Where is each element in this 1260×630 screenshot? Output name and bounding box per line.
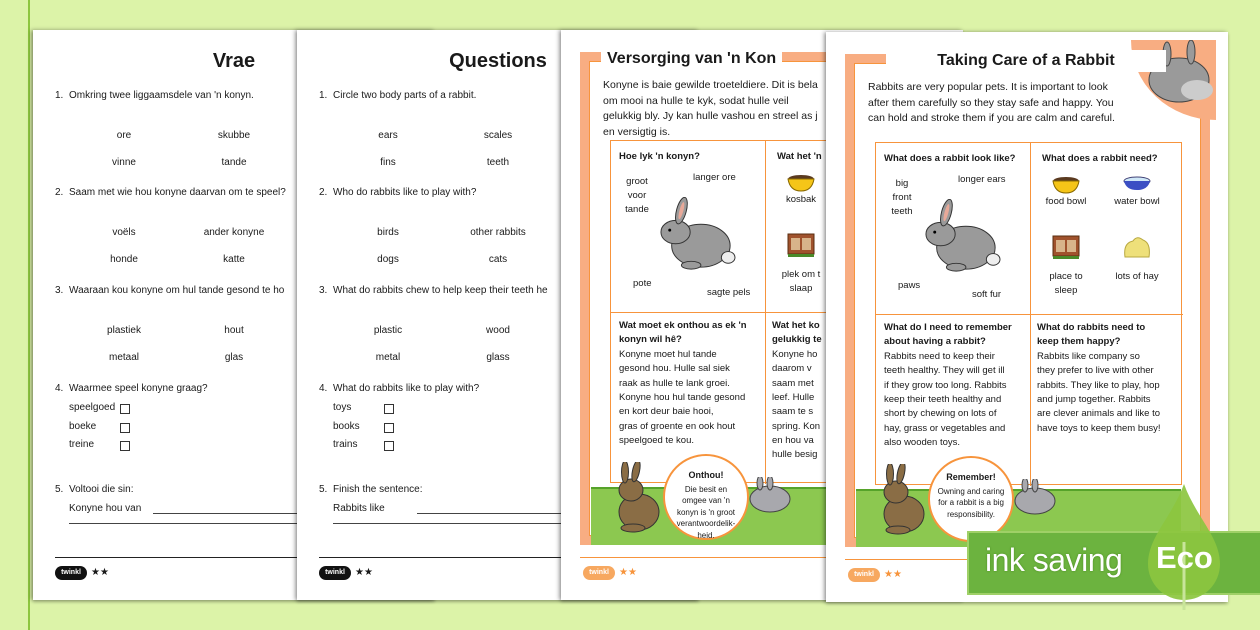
twinkl-logo: twinkl [319,566,351,580]
label-fur: soft fur [972,289,1002,300]
answer-option[interactable]: other rabbits [470,227,526,238]
happy-text: rabbits. They like to play, hop [1037,379,1160,391]
worksheet-title: Vrae [212,50,256,72]
answer-option[interactable]: metaal [108,352,139,363]
needs-heading: What does a rabbit need? [1042,153,1158,164]
answer-option[interactable]: cats [488,254,508,265]
question-text: Who do rabbits like to play with? [333,187,477,198]
worksheet-title: Versorging van 'n Kon [601,48,782,70]
checkbox[interactable] [384,404,394,414]
happy-heading: Wat het ko [772,320,820,331]
look-heading: Hoe lyk 'n konyn? [619,151,700,162]
checkbox[interactable] [120,404,130,414]
need-label: place to [1049,271,1083,282]
bubble-text: responsibility. [947,509,995,519]
remember-text: Konyne moet hul tande [619,349,717,360]
checkbox[interactable] [120,441,130,451]
checkbox-label: trains [333,439,358,450]
answer-option[interactable]: ore [116,130,132,141]
answer-option[interactable]: honde [110,254,138,265]
answer-option[interactable]: voëls [112,227,136,238]
brown-rabbit-image [609,462,661,534]
question-number: 4. [319,383,328,394]
happy-heading: gelukkig te [772,334,822,345]
background-edge [28,0,30,630]
table-divider [876,314,1183,315]
question-number: 1. [55,90,64,101]
label-teeth: big [895,178,909,189]
intro-line: Rabbits are very popular pets. It is important to look [868,81,1108,93]
answer-option[interactable]: hout [224,325,244,336]
answer-option[interactable]: birds [377,227,399,238]
checkbox-label: toys [333,402,352,413]
question-number: 2. [319,187,328,198]
answer-option[interactable]: dogs [377,254,399,265]
need-label: kosbak [785,194,817,205]
happy-text: hulle besig [772,449,818,461]
info-table [875,142,1182,485]
remember-text: Konyne hou hul tande gesond [619,391,746,403]
bubble-text: Owning and caring [937,486,1005,496]
twinkl-logo: twinkl [55,566,87,580]
remember-heading: What do I need to remember [884,322,1012,333]
checkbox-label: treine [69,439,95,450]
remember-heading: Wat moet ek onthou as ek 'n [619,320,747,331]
happy-text: saam te s [772,406,814,418]
intro-line: en versigtig is. [603,125,671,138]
happy-heading: What do rabbits need to [1037,322,1146,333]
label-ears: langer ore [693,172,736,183]
remember-text: also wooden toys. [884,436,961,448]
answer-option[interactable]: tande [221,157,247,168]
remember-heading: konyn wil hê? [619,334,682,345]
question-text: Circle two body parts of a rabbit. [333,90,477,101]
answer-option[interactable]: ander konyne [203,227,265,238]
answer-option[interactable]: glas [224,352,244,363]
bubble-text: heid. [697,530,715,540]
bubble-title: Remember! [946,472,996,482]
remember-text: Rabbits need to keep their [884,351,995,362]
happy-text: and jump together. Rabbits [1037,393,1151,405]
checkbox[interactable] [120,423,130,433]
remember-text: teeth healthy. They will get ill [884,365,1005,377]
label-ears: longer ears [958,174,1006,185]
question-number: 5. [55,484,64,495]
remember-heading: about having a rabbit? [884,336,986,347]
twinkl-logo: twinkl [583,566,615,580]
ink-saving-label: ink saving [985,542,1123,578]
checkbox-label: boeke [69,420,97,432]
answer-option[interactable]: wood [486,325,510,336]
happy-text: Konyne ho [772,349,818,360]
remember-text: short by chewing on lots of [884,408,997,420]
answer-prompt: Rabbits like [333,503,385,514]
question-number: 4. [55,383,64,394]
eco-label: Eco [1156,540,1213,575]
answer-option[interactable]: teeth [486,157,510,168]
remember-bubble [663,454,749,540]
needs-heading: Wat het 'n [777,151,822,162]
hutch-icon [1052,235,1080,261]
bubble-text: for a rabbit is a big [938,498,1004,507]
checkbox-label: books [333,420,360,432]
worksheet-title: Taking Care of a Rabbit [886,50,1166,72]
difficulty-stars: ★★ [355,567,373,578]
answer-option[interactable]: skubbe [217,130,251,141]
answer-option[interactable]: katte [223,254,245,265]
question-text: What do rabbits chew to help keep their teeth he [333,285,548,296]
label-teeth: groot [626,176,648,187]
grey-rabbit-image [744,477,792,515]
answer-option[interactable]: metal [375,352,401,363]
need-label: water bowl [1114,196,1160,207]
twinkl-logo: twinkl [848,568,880,582]
need-label: lots of hay [1115,271,1159,282]
checkbox[interactable] [384,423,394,433]
intro-line: om mooi na hulle te kyk, sodat hulle veil [603,94,789,107]
remember-text: hay, grass or vegetables and [884,422,1006,434]
happy-text: are clever animals and like to [1037,408,1161,420]
question-text: Voltooi die sin: [69,484,134,495]
label-paws: paws [898,280,921,291]
answer-prompt: Konyne hou van [69,503,142,514]
hutch-icon [787,233,815,259]
happy-text: en hou va [772,434,814,446]
need-label: food bowl [1045,196,1087,207]
question-text: Waaraan kou konyne om hul tande gesond te ho [69,285,285,296]
answer-option[interactable]: plastiek [107,325,141,336]
difficulty-stars: ★★ [884,569,902,580]
label-teeth: tande [625,204,649,215]
label-teeth: voor [627,190,647,201]
remember-bubble [928,456,1014,542]
need-label: plek om t [781,269,821,280]
remember-text: raak as hulle te lank groei. [619,377,730,389]
happy-text: Rabbits like company so [1037,351,1140,362]
difficulty-stars: ★★ [619,567,637,578]
happy-heading: keep them happy? [1037,336,1121,347]
need-label: sleep [1054,285,1078,296]
difficulty-stars: ★★ [91,567,109,578]
label-teeth: front [892,192,912,203]
remember-text: gesond hou. Hulle sal siek [619,363,730,375]
answer-option[interactable]: glass [486,352,510,363]
bubble-text: verantwoordelik- [676,519,736,528]
look-heading: What does a rabbit look like? [884,153,1016,164]
label-teeth: teeth [891,206,913,217]
happy-text: saam met [772,377,814,389]
happy-text: they prefer to live with other [1037,365,1154,377]
bubble-text: omgee van 'n [682,496,730,505]
happy-text: spring. Kon [772,420,821,432]
answer-option[interactable]: scales [483,130,513,141]
answer-option[interactable]: fins [380,157,396,168]
intro-line: gelukkig bly. Jy kan hulle vashou en streel as j [603,110,818,122]
remember-text: keep their teeth healthy and [884,393,1002,405]
bubble-text: konyn is 'n groot [676,507,735,517]
question-number: 3. [319,285,328,296]
intro-line: can hold and stroke them if you are calm and careful. [868,112,1115,124]
remember-text: speelgoed te kou. [619,434,695,446]
grey-rabbit-image [1009,479,1057,517]
question-text: Waarmee speel konyne graag? [69,383,208,394]
checkbox[interactable] [384,441,394,451]
answer-option[interactable]: plastic [373,325,403,336]
question-number: 2. [55,187,64,198]
answer-option[interactable]: vinne [112,157,136,168]
remember-text: en kort deur baie hooi, [619,406,714,418]
question-number: 1. [319,90,328,101]
answer-option[interactable]: ears [378,130,398,141]
question-text: Finish the sentence: [333,484,423,495]
happy-text: leef. Hulle [772,391,815,403]
rabbit-image [916,199,1008,275]
question-text: Saam met wie hou konyne daarvan om te speel? [69,187,286,198]
remember-text: gras of groente en ook hout [619,420,736,432]
question-text: What do rabbits like to play with? [333,383,480,394]
question-number: 3. [55,285,64,296]
checkbox-label: speelgoed [69,402,116,413]
intro-line: Konyne is baie gewilde troeteldiere. Dit is bela [603,79,818,91]
question-text: Omkring twee liggaamsdele van 'n konyn. [69,90,254,101]
intro-line: after them carefully so they stay safe and happy. You [868,96,1114,109]
happy-text: have toys to keep them busy! [1037,422,1161,434]
happy-text: daarom v [772,363,812,375]
brown-rabbit-image [874,464,926,536]
question-number: 5. [319,484,328,495]
rabbit-image [651,197,743,273]
bubble-title: Onthou! [688,470,724,480]
label-paws: pote [633,278,652,289]
hay-icon [1123,235,1151,261]
remember-text: if they grow too long. Rabbits [884,379,1007,391]
label-fur: sagte pels [707,287,751,298]
worksheet-title: Questions [449,50,547,72]
need-label: slaap [789,283,813,294]
bubble-text: Die besit en [684,484,728,494]
